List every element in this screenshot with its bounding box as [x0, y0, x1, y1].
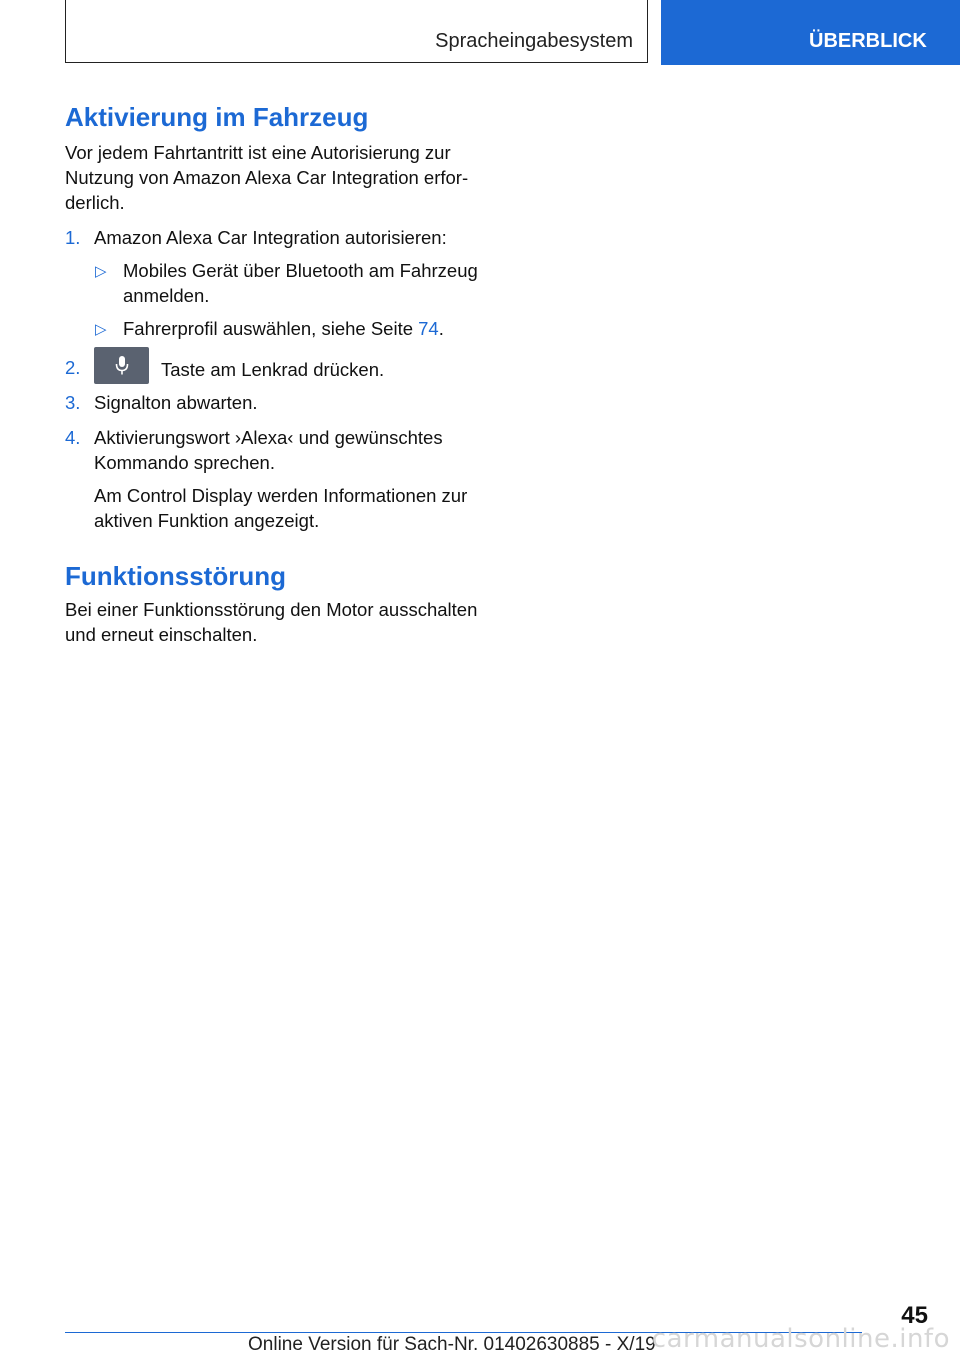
- section-heading-malfunction: Funktionsstörung: [65, 561, 286, 591]
- bullet-text-main: Fahrerprofil auswählen, siehe Seite: [123, 318, 419, 339]
- step-number: 2.: [65, 357, 81, 378]
- step-1: [65, 225, 483, 341]
- step-4: [65, 425, 483, 533]
- triangle-bullet-icon: ▷: [95, 321, 107, 338]
- microphone-icon: [94, 347, 149, 384]
- step-number: 4.: [65, 427, 81, 448]
- intro-paragraph: Vor jedem Fahrtantritt ist eine Autorisierung zur Nutzung von Amazon Alexa Car Integration erforderlich.: [65, 142, 469, 213]
- page-number: 45: [901, 1302, 928, 1329]
- header-chapter-tab: ÜBERBLICK: [661, 0, 960, 65]
- step-text: Aktivierungswort ›Alexa‹ und gewünschtes Kommando sprechen.: [94, 427, 443, 473]
- step-3: [65, 390, 483, 415]
- step-2: [65, 355, 483, 384]
- bullet-list: [94, 258, 483, 341]
- section-heading-activation: Aktivierung im Fahrzeug: [65, 102, 369, 132]
- bullet-text: [123, 316, 483, 341]
- bullet-item: [94, 258, 483, 308]
- key-row: [94, 355, 483, 384]
- step-text: Taste am Lenkrad drücken.: [161, 359, 385, 380]
- step-text: Signalton abwarten.: [94, 392, 258, 413]
- bullet-text-suffix: .: [438, 318, 444, 339]
- step-text: Amazon Alexa Car Integration autorisieren:: [94, 227, 447, 248]
- header-section-title: Spracheingabesystem: [435, 30, 633, 52]
- footer-version-text: Online Version für Sach-Nr. 01402630885 - X/19: [248, 1334, 656, 1355]
- malfunction-paragraph: Bei einer Funktionsstörung den Motor ausschalten und erneut einschalten.: [65, 599, 478, 645]
- step-number: 3.: [65, 392, 81, 413]
- bullet-item: [94, 316, 483, 341]
- triangle-bullet-icon: ▷: [95, 263, 107, 280]
- step-number: 1.: [65, 227, 81, 248]
- page-reference-link[interactable]: 74: [418, 318, 439, 339]
- bullet-text: Mobiles Gerät über Bluetooth am Fahrzeug anmelden.: [123, 260, 478, 306]
- watermark-text: carmanualsonline.info: [651, 1324, 950, 1354]
- header-section-box: [65, 0, 648, 63]
- step-extra-text: Am Control Display werden Informationen zur aktiven Funktion angezeigt.: [94, 485, 468, 531]
- main-content: [65, 100, 483, 647]
